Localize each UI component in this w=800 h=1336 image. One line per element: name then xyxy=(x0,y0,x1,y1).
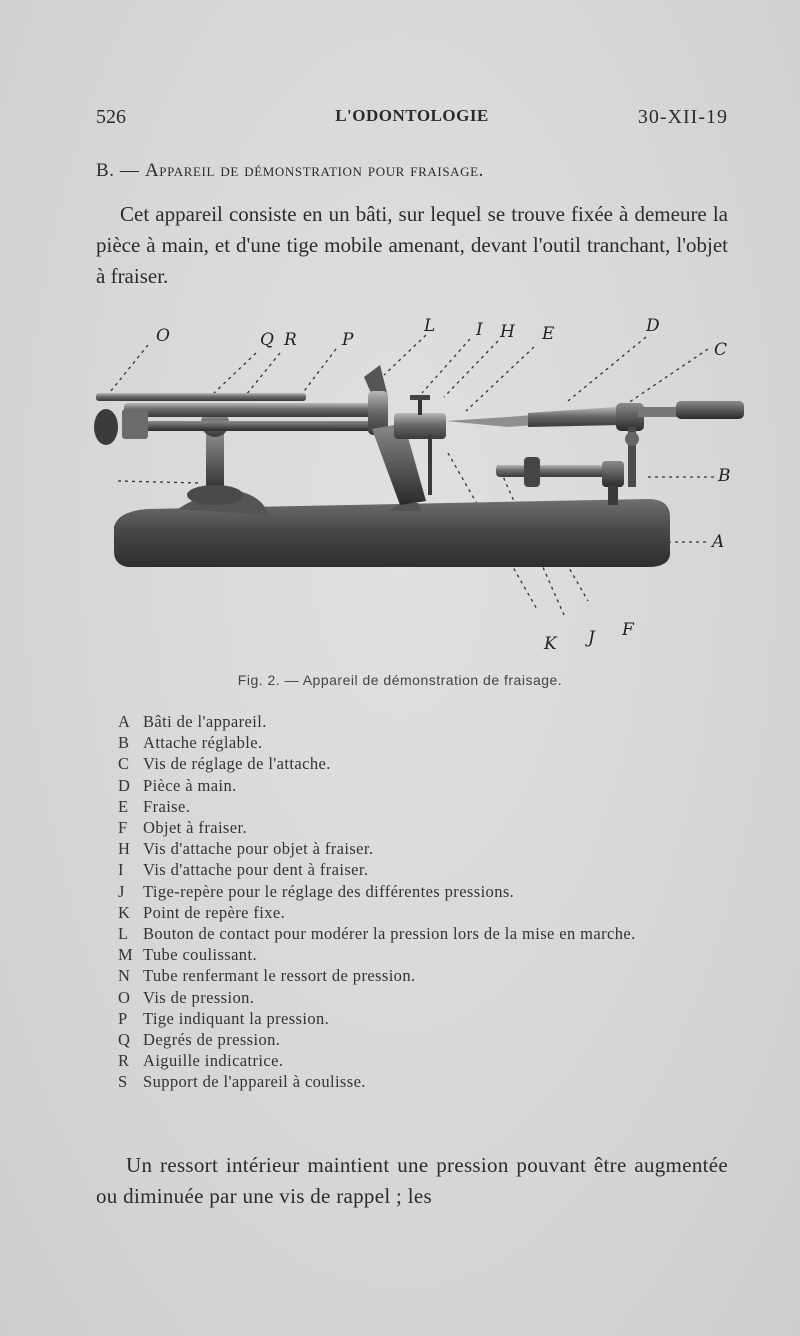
legend-letter: M xyxy=(118,945,134,965)
legend-text: Point de repère fixe. xyxy=(143,902,286,922)
label-r: R xyxy=(284,330,297,350)
object-holder xyxy=(496,457,624,505)
legend-text: Bâti de l'appareil. xyxy=(143,712,267,731)
legend-letter: B xyxy=(118,733,130,753)
upper-tube xyxy=(94,393,374,445)
label-q: Q xyxy=(260,330,274,350)
legend-text: Tube coulissant. xyxy=(143,945,257,965)
legend-text: Objet à fraiser. xyxy=(143,818,247,838)
section-heading xyxy=(96,160,728,182)
legend-text: Support de l'appareil à coulisse. xyxy=(143,1072,366,1092)
section-letter: B. — xyxy=(96,160,140,181)
legend-item xyxy=(118,965,738,986)
milling-apparatus-figure xyxy=(88,305,758,665)
legend-letter: H xyxy=(118,839,131,859)
journal-title: L'ODONTOLOGIE xyxy=(335,106,489,125)
label-b: B xyxy=(718,466,731,486)
legend-letter: J xyxy=(118,881,125,901)
legend-item xyxy=(118,817,738,838)
legend-item xyxy=(118,1029,738,1050)
apparatus-illustration xyxy=(88,305,758,665)
legend-text: Tige-repère pour le réglage des différentes pressions. xyxy=(143,881,515,901)
legend-letter: S xyxy=(118,1072,128,1092)
legend-letter: N xyxy=(118,966,131,986)
figure-caption: Fig. 2. — Appareil de démonstration de fraisage. xyxy=(237,672,563,688)
section-title: Appareil de démonstration pour fraisage. xyxy=(144,160,485,181)
legend-item xyxy=(118,1050,738,1071)
legend-item xyxy=(118,711,738,732)
label-c: C xyxy=(714,340,728,360)
legend-text: Tige indiquant la pression. xyxy=(143,1008,330,1028)
legend-item xyxy=(118,987,738,1008)
legend-item xyxy=(118,796,738,817)
legend-text: Bouton de contact pour modérer la pression lors de la mise en marche. xyxy=(143,924,636,944)
label-k: K xyxy=(544,634,557,654)
label-l: L xyxy=(424,316,436,336)
legend-letter: R xyxy=(118,1051,130,1071)
legend-letter: C xyxy=(118,754,130,774)
legend-text: Vis d'attache pour objet à fraiser. xyxy=(143,839,374,859)
legend-item xyxy=(118,881,738,902)
figure-labels xyxy=(156,316,731,654)
issue-date: 30-XII-19 xyxy=(637,106,728,128)
legend-text: Tube renfermant le ressort de pression. xyxy=(143,966,416,986)
label-o: O xyxy=(156,326,170,346)
legend-letter: A xyxy=(118,712,131,731)
closing-paragraph: Un ressort intérieur maintient une pression pouvant être augmentée ou diminuée par une vis de rappel ; les xyxy=(96,1153,728,1208)
figure-legend xyxy=(118,711,738,1093)
label-f: F xyxy=(622,620,634,640)
legend-text: Attache réglable. xyxy=(143,733,263,753)
label-i: I xyxy=(476,320,483,340)
label-p: P xyxy=(342,330,354,350)
legend-letter: L xyxy=(118,924,129,944)
page-number: 526 xyxy=(96,106,126,128)
legend-item xyxy=(118,902,738,923)
legend-text: Degrés de pression. xyxy=(143,1030,281,1050)
legend-text: Pièce à main. xyxy=(143,775,237,795)
legend-letter: E xyxy=(118,796,129,816)
legend-item xyxy=(118,923,738,944)
legend-item xyxy=(118,1008,738,1029)
label-e: E xyxy=(542,324,555,344)
legend-item xyxy=(118,944,738,965)
legend-letter: D xyxy=(118,775,131,795)
label-j: J xyxy=(588,628,595,648)
label-h: H xyxy=(500,322,515,342)
legend-text: Fraise. xyxy=(143,796,191,816)
legend-text: Vis de réglage de l'attache. xyxy=(143,754,331,774)
legend-letter: I xyxy=(118,860,124,880)
label-d: D xyxy=(646,316,660,336)
legend-letter: K xyxy=(118,902,131,922)
legend-item xyxy=(118,838,738,859)
legend-letter: Q xyxy=(118,1030,131,1050)
intro-paragraph: Cet appareil consiste en un bâti, sur lequel se trouve fixée à demeure la pièce à main, et d'une tige mobile amenant, devant l'outil tranchant, l'objet à fraiser. xyxy=(96,202,728,288)
label-a: A xyxy=(712,532,725,552)
legend-letter: O xyxy=(118,987,131,1007)
legend-text: Vis d'attache pour dent à fraiser. xyxy=(143,860,369,880)
running-header xyxy=(96,106,728,136)
legend-item xyxy=(118,859,738,880)
legend-item xyxy=(118,1071,738,1092)
legend-item xyxy=(118,775,738,796)
legend-text: Vis de pression. xyxy=(143,987,255,1007)
legend-letter: F xyxy=(118,818,128,838)
handpiece-holder xyxy=(364,365,446,505)
legend-item xyxy=(118,753,738,774)
legend-item xyxy=(118,732,738,753)
legend-letter: P xyxy=(118,1008,128,1028)
legend-text: Aiguille indicatrice. xyxy=(143,1051,284,1071)
